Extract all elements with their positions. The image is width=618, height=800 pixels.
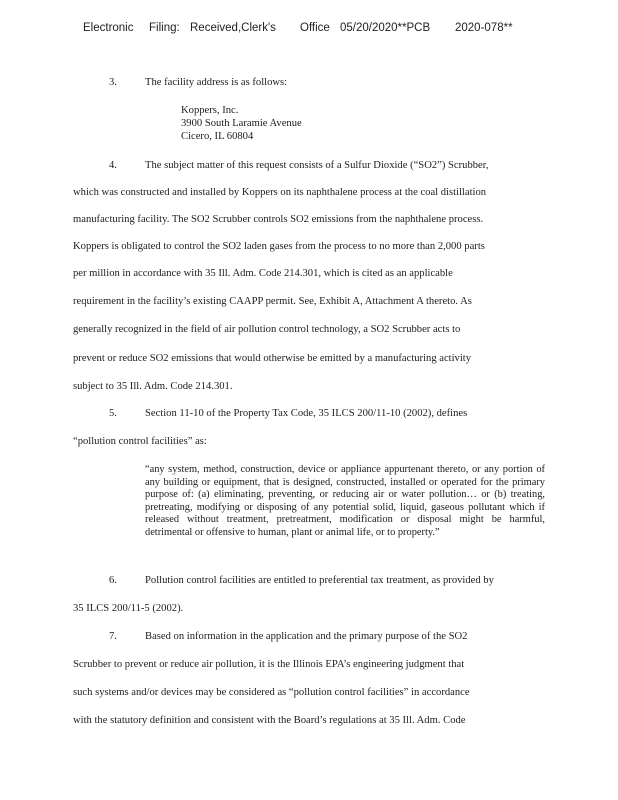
header-office: Office	[300, 22, 330, 34]
para3-text: The facility address is as follows:	[145, 77, 288, 88]
header-date: 05/20/2020**PCB	[340, 22, 431, 34]
para7-line-3: such systems and/or devices may be considered as “pollution control facilities” in accordance	[73, 687, 470, 698]
para3-number: 3.	[109, 77, 117, 88]
header-docket: 2020-078**	[455, 22, 513, 34]
para4-line-2: which was constructed and installed by Koppers on its naphthalene process at the coal distillation	[73, 187, 487, 198]
header-electronic: Electronic	[83, 22, 134, 34]
para4-number: 4.	[109, 160, 117, 171]
address-line-2: 3900 South Laramie Avenue	[181, 118, 302, 129]
para5-line-1: Section 11-10 of the Property Tax Code, 35 ILCS 200/11-10 (2002), defines	[145, 408, 468, 419]
address-line-1: Koppers, Inc.	[181, 105, 239, 116]
para5-line-2: “pollution control facilities” as:	[73, 436, 207, 447]
statutory-definition-quote: “any system, method, construction, device or appliance appurtenant thereto, or any portion of any building or equipment, that is designed, constructed, installed or operated for the primary purpose of: (a) eliminating, preventing, or reducing air or water pollution… or (b) treating, pretreating, modifying or disposing of any potential solid, liquid, gaseous pollutant which if released without treatment, pretreatment, modification or disposal might be harmful, detrimental or offensive to human, plant or animal life, or to property.”	[145, 464, 545, 538]
para7-line-2: Scrubber to prevent or reduce air pollution, it is the Illinois EPA’s engineering judgment that	[73, 659, 465, 670]
para4-line-1: The subject matter of this request consists of a Sulfur Dioxide (“SO2”) Scrubber,	[145, 160, 489, 171]
header-received: Received,Clerk's	[190, 22, 276, 34]
filing-header	[0, 22, 618, 38]
para7-line-1: Based on information in the application and the primary purpose of the SO2	[145, 631, 468, 642]
para4-line-6: requirement in the facility’s existing CAAPP permit. See, Exhibit A, Attachment A thereto. As	[73, 296, 472, 307]
para4-line-7: generally recognized in the field of air pollution control technology, a SO2 Scrubber acts to	[73, 324, 461, 335]
para4-line-9: subject to 35 Ill. Adm. Code 214.301.	[73, 381, 233, 392]
para4-line-8: prevent or reduce SO2 emissions that would otherwise be emitted by a manufacturing activity	[73, 353, 472, 364]
para7-line-4: with the statutory definition and consistent with the Board’s regulations at 35 Ill. Adm. Code	[73, 715, 466, 726]
para5-number: 5.	[109, 408, 117, 419]
para7-number: 7.	[109, 631, 117, 642]
address-line-3: Cicero, IL 60804	[181, 131, 254, 142]
para4-line-5: per million in accordance with 35 Ill. Adm. Code 214.301, which is cited as an applicable	[73, 268, 453, 279]
facility-address	[181, 104, 302, 143]
para6-line-1: Pollution control facilities are entitled to preferential tax treatment, as provided by	[145, 575, 494, 586]
para6-line-2: 35 ILCS 200/11-5 (2002).	[73, 603, 184, 614]
header-filing: Filing:	[149, 22, 180, 34]
para6-number: 6.	[109, 575, 117, 586]
para4-line-4: Koppers is obligated to control the SO2 laden gases from the process to no more than 2,000 parts	[73, 241, 485, 252]
para4-line-3: manufacturing facility. The SO2 Scrubber controls SO2 emissions from the naphthalene process.	[73, 214, 484, 225]
